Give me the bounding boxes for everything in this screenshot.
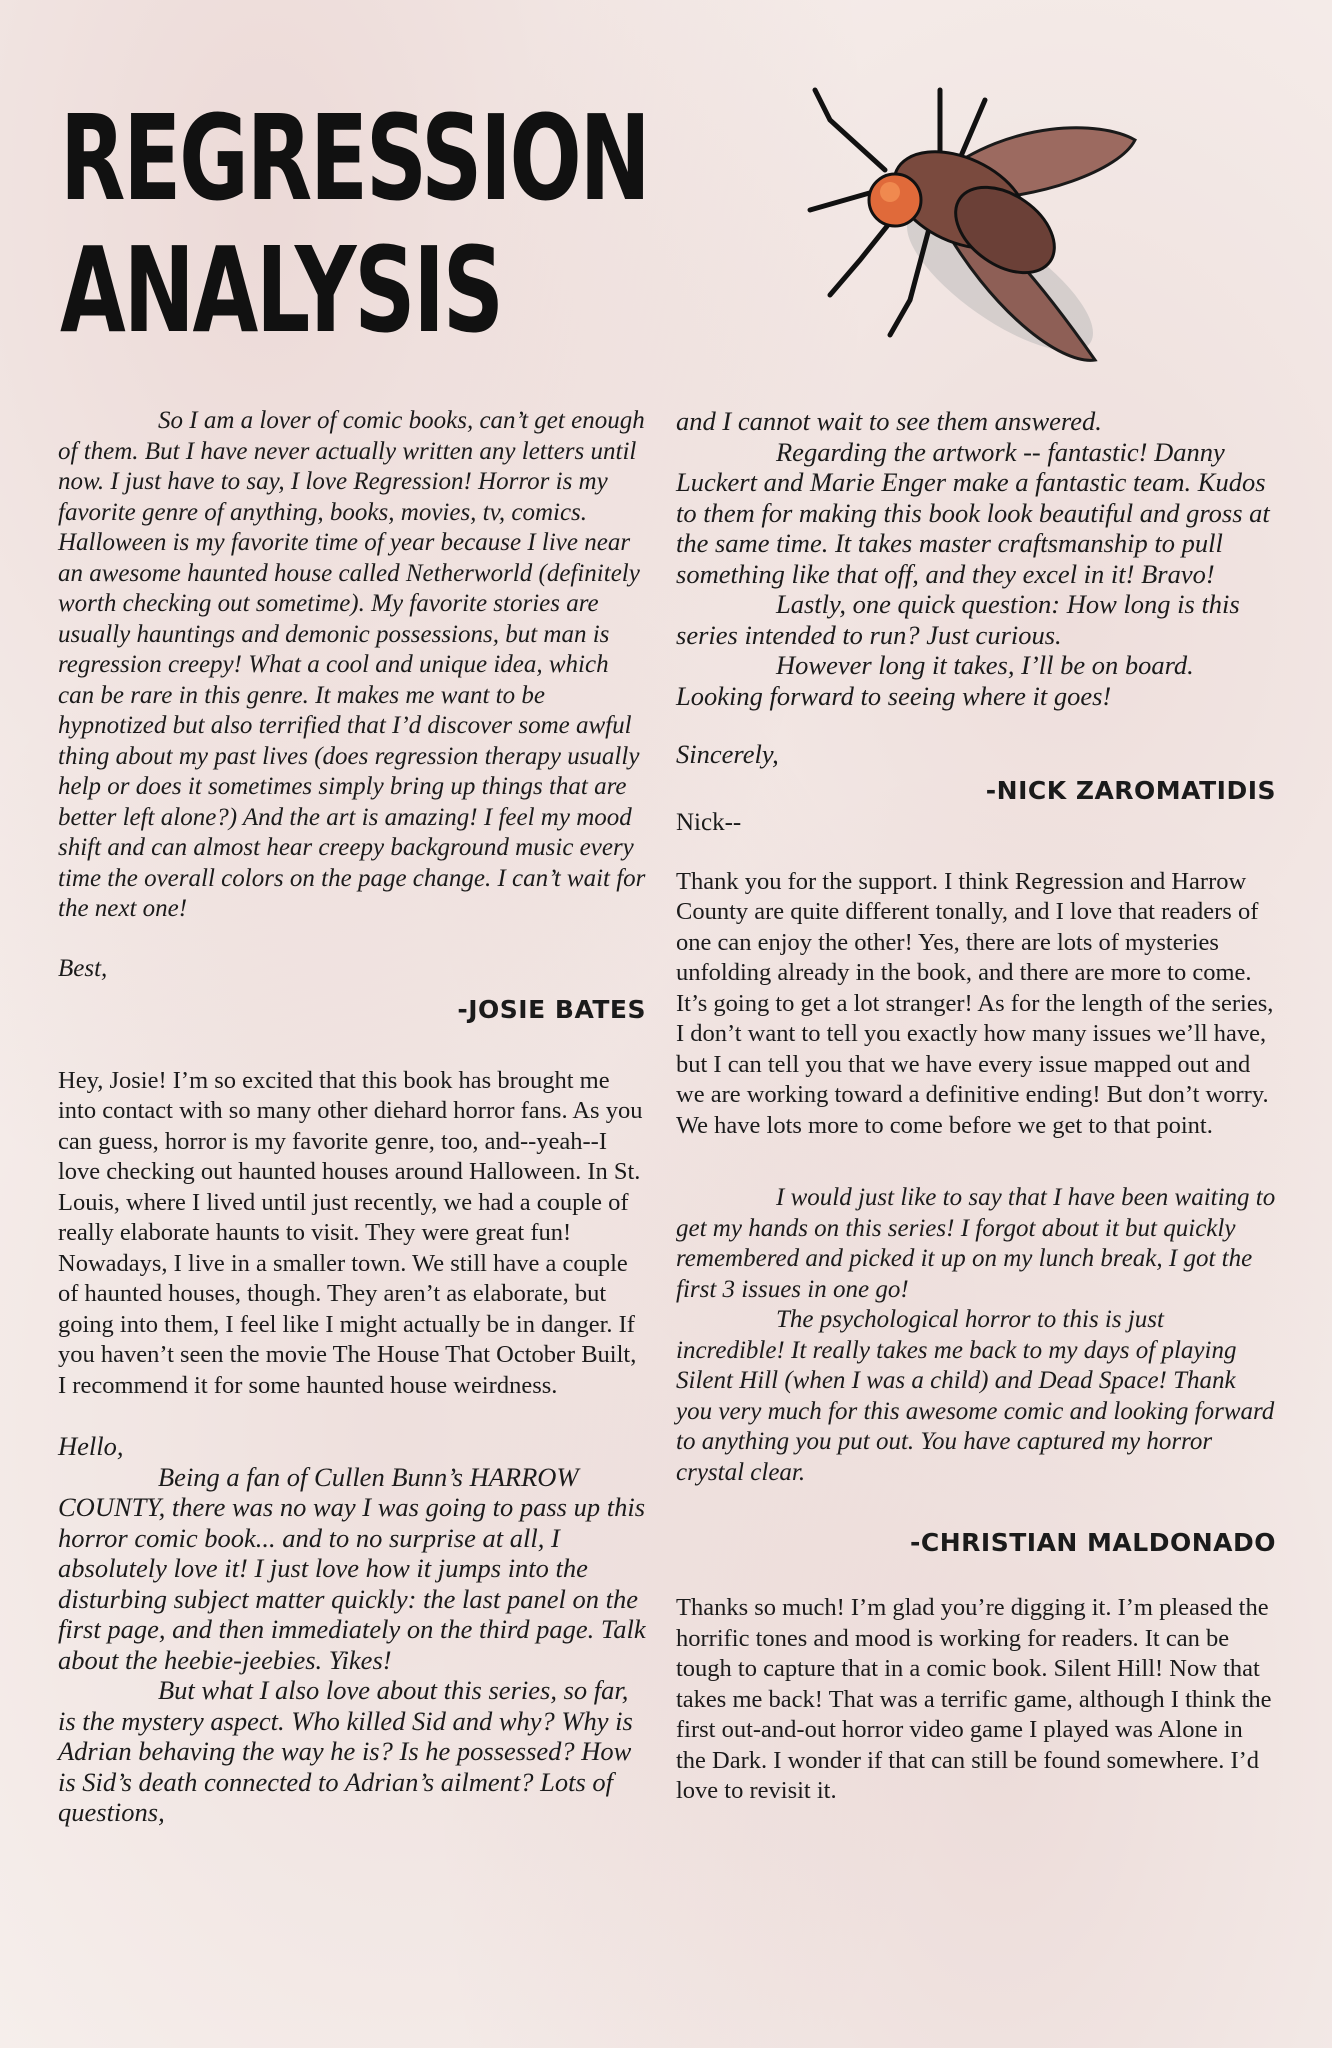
fly-illustration xyxy=(790,60,1150,380)
signature-nick: -NICK ZAROMATIDIS xyxy=(985,775,1276,805)
letter-greeting: Hello, xyxy=(58,1431,124,1461)
letter-christian-p2: The psychological horror to this is just incredible! It really takes me back to my days of playing Silent Hill (when I was a child) and Dead Space! Thank you very much for this awesome comic and looking forward to anything you put out. You have captured my horror crystal clear. xyxy=(676,1306,1275,1486)
signature-josie: -JOSIE BATES xyxy=(457,994,646,1024)
letter-nick-p5: However long it takes, I’ll be on board. Looking forward to seeing where it goes! xyxy=(676,650,1194,711)
letter-nick-p1: Being a fan of Cullen Bunn’s HARROW COUNTY, there was no way I was going to pass up this horror comic book... and to no surprise at all, I absolutely love it! I just love how it jumps into the disturbing subject matter quickly: the last panel on the first page, and then immediately on the third page. Talk about the heebie-jeebies. Yikes! xyxy=(58,1461,646,1675)
reply-christian: Thanks so much! I’m glad you’re digging it. I’m pleased the horrific tones and mood is working for readers. It can be tough to capture that in a comic book. Silent Hill! Now that takes me back! That was a terrific game, although I think the first out-and-out horror video game I played was Alone in the Dark. I wonder if that can still be found somewhere. I’d love to revisit it. xyxy=(676,1594,1272,1804)
title-line-1: REGRESSION xyxy=(60,89,649,227)
signature-christian: -CHRISTIAN MALDONADO xyxy=(910,1528,1276,1557)
reply-greeting: Nick-- xyxy=(676,808,742,836)
letter-nick-p2-cont: and I cannot wait to see them answered. xyxy=(676,406,1102,436)
title-line-2: ANALYSIS xyxy=(60,221,502,359)
letter-nick-p4: Lastly, one quick question: How long is this series intended to run? Just curious. xyxy=(676,589,1240,650)
page-title xyxy=(60,89,649,359)
reply-nick: Thank you for the support. I think Regression and Harrow County are quite different tonally, and I love that readers of one can enjoy the other! Yes, there are lots of mysteries unfolding already in the book, and there are more to come. It’s going to get a lot stranger! As for the length of the series, I don’t want to tell you exactly how many issues we’ll have, but I can tell you that we have every issue mapped out and we are working toward a definitive ending! But don’t worry. We have lots more to come before we get to that point. xyxy=(676,867,1274,1139)
right-column xyxy=(676,406,1276,1807)
letter-christian-p1: I would just like to say that I have been waiting to get my hands on this series! I forgot about it but quickly remembered and picked it up on my lunch break, I got the first 3 issues in one go! xyxy=(676,1184,1276,1303)
letter-closing: Sincerely, xyxy=(676,739,779,769)
left-column xyxy=(58,406,646,1828)
letter-nick-p3: Regarding the artwork -- fantastic! Danny Luckert and Marie Enger make a fantastic team. Kudos to them for making this book look beautiful and gross at the same time. It takes master craftsmanship to pull something like that off, and they excel in it! Bravo! xyxy=(676,436,1270,589)
reply-josie: Hey, Josie! I’m so excited that this book has brought me into contact with so many other diehard horror fans. As you can guess, horror is my favorite genre, too, and--yeah--I love checking out haunted houses around Halloween. In St. Louis, where I lived until just recently, we had a couple of really elaborate haunts to visit. They were great fun! Nowadays, I live in a smaller town. We still have a couple of haunted houses, though. They aren’t as elaborate, but going into them, I feel like I might actually be in danger. If you haven’t seen the movie The House That October Built, I recommend it for some haunted house weirdness. xyxy=(58,1066,643,1399)
letter-closing: Best, xyxy=(58,954,108,982)
letter-nick-p2: But what I also love about this series, so far, is the mystery aspect. Who killed Sid and why? Why is Adrian behaving the way he is? Is he possessed? How is Sid’s death connected to Adrian’s ailment? Lots of questions, xyxy=(58,1675,633,1827)
letter-josie: So I am a lover of comic books, can’t get enough of them. But I have never actually written any letters until now. I just have to say, I love Regression! Horror is my favorite genre of anything, books, movies, tv, comics. Halloween is my favorite time of year because I live near an awesome haunted house called Netherworld (definitely worth checking out sometime). My favorite stories are usually hauntings and demonic possessions, but man is regression creepy! What a cool and unique idea, which can be rare in this genre. It makes me want to be hypnotized but also terrified that I’d discover some awful thing about my past lives (does regression therapy usually help or does it sometimes simply bring up things that are better left alone?) And the art is amazing! I feel my mood shift and can almost hear creepy background music every time the overall colors on the page change. I can’t wait for the next one! xyxy=(58,407,646,922)
